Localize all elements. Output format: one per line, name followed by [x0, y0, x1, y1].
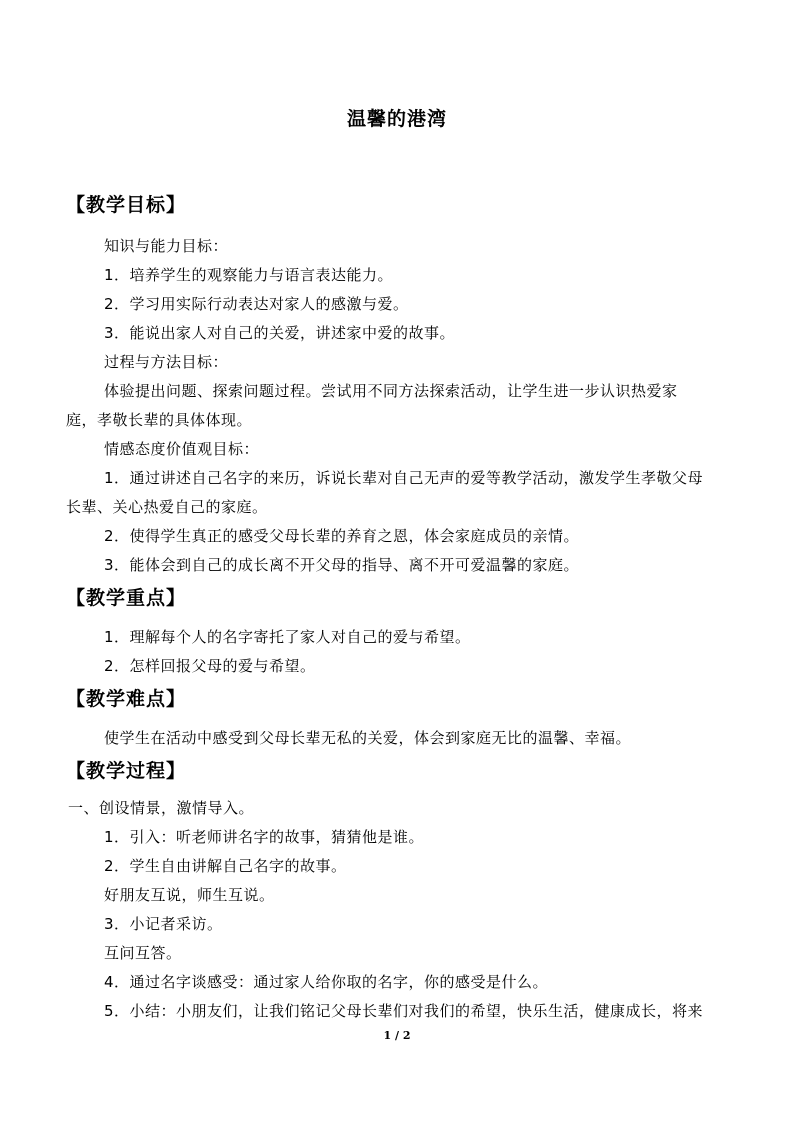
key-points-line: 1．理解每个人的名字寄托了家人对自己的爱与希望。 [104, 628, 471, 646]
objectives-line: 2．学习用实际行动表达对家人的感激与爱。 [104, 295, 409, 313]
objectives-line: 1．培养学生的观察能力与语言表达能力。 [104, 266, 394, 284]
section-heading-key-points: 【教学重点】 [66, 587, 187, 609]
process-line: 1．引入：听老师讲名字的故事，猜猜他是谁。 [104, 828, 425, 846]
process-line: 一、创设情景，激情导入。 [68, 799, 255, 817]
process-line: 2．学生自由讲解自己名字的故事。 [104, 857, 347, 875]
objectives-line: 情感态度价值观目标： [104, 440, 260, 458]
objectives-line: 2．使得学生真正的感受父母长辈的养育之恩，体会家庭成员的亲情。 [104, 527, 580, 545]
objectives-line: 体验提出问题、探索问题过程。尝试用不同方法探索活动，让学生进一步认识热爱家 [104, 382, 678, 400]
objectives-line: 过程与方法目标： [104, 353, 229, 371]
document-title: 温馨的港湾 [346, 108, 447, 130]
process-line: 3．小记者采访。 [104, 915, 223, 933]
key-points-line: 2．怎样回报父母的爱与希望。 [104, 657, 316, 675]
difficulties-line: 使学生在活动中感受到父母长辈无私的关爱，体会到家庭无比的温馨、幸福。 [104, 729, 632, 747]
objectives-line: 知识与能力目标： [104, 237, 229, 255]
process-line: 5．小结：小朋友们，让我们铭记父母长辈们对我们的希望，快乐生活，健康成长，将来 [104, 1002, 704, 1020]
section-heading-difficulties: 【教学难点】 [66, 688, 187, 710]
objectives-line: 1．通过讲述自己名字的来历，诉说长辈对自己无声的爱等教学活动，激发学生孝敬父母 [104, 469, 704, 487]
process-line: 4．通过名字谈感受：通过家人给你取的名字，你的感受是什么。 [104, 973, 549, 991]
objectives-line: 3．能说出家人对自己的关爱，讲述家中爱的故事。 [104, 324, 456, 342]
page-number: 1 / 2 [383, 1029, 411, 1042]
objectives-line: 长辈、关心热爱自己的家庭。 [66, 498, 268, 516]
process-line: 好朋友互说，师生互说。 [104, 886, 275, 904]
section-heading-objectives: 【教学目标】 [66, 194, 187, 216]
objectives-line: 庭，孝敬长辈的具体体现。 [66, 411, 253, 429]
process-line: 互问互答。 [104, 944, 182, 962]
section-heading-process: 【教学过程】 [66, 760, 187, 782]
objectives-line: 3．能体会到自己的成长离不开父母的指导、离不开可爱温馨的家庭。 [104, 556, 580, 574]
